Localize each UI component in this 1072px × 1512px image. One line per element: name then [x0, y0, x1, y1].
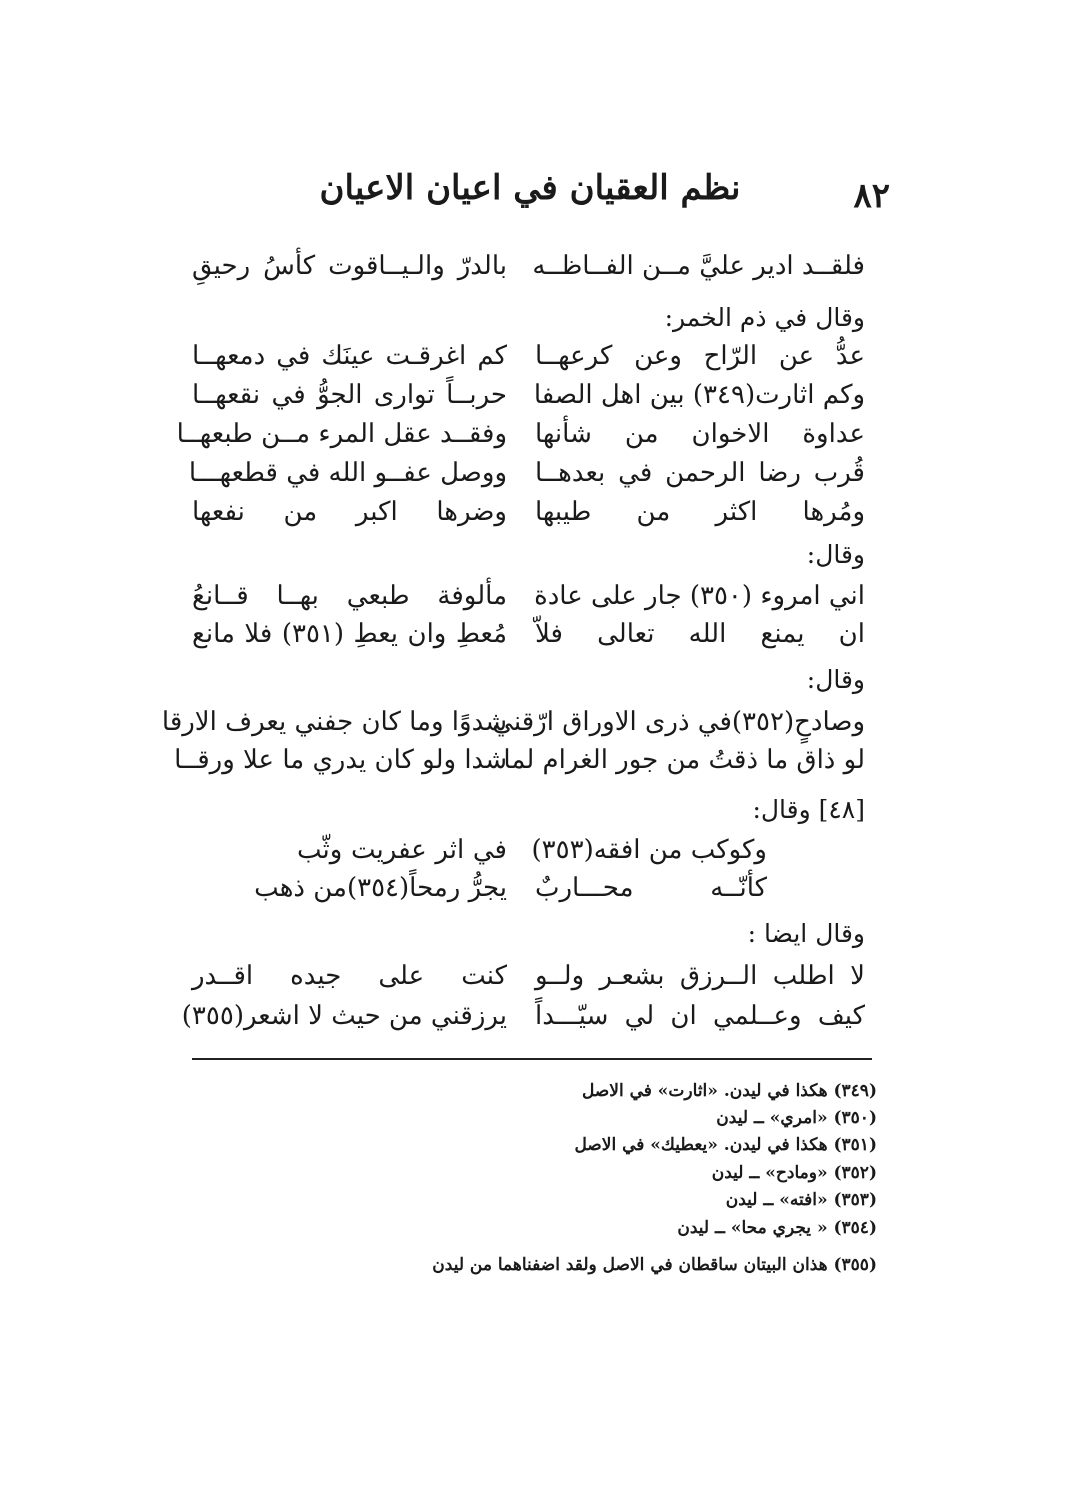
verse-hemistich-left: وفقــد عقل المرء مــن طبعهــا — [176, 419, 507, 449]
footnote: (٣٥٢) «ومادح» ــ ليدن — [711, 1163, 877, 1183]
footnote: (٣٥٥) هذان البيتان ساقطان في الاصل ولقد اضفناهما من ليدن — [432, 1255, 877, 1275]
running-title: نظم العقيان في اعيان الاعيان — [319, 168, 741, 208]
footnote: (٣٤٩) هكذا في ليدن. «اثارت» في الاصل — [581, 1081, 877, 1101]
verse-hemistich-left: وضرها اكبر من نفعها — [192, 497, 507, 527]
page-number: ٨٢ — [853, 176, 890, 216]
verse-hemistich-right: لو ذاق ما ذقتُ من جور الغرام لما — [503, 745, 865, 775]
verse-hemistich-left: مُعطِ وان يعطِ (٣٥١) فلا مانع — [192, 619, 508, 649]
verse-hemistich-left: مألوفة طبعي بهــا قــانعُ — [192, 581, 507, 611]
footnote: (٣٥١) هكذا في ليدن. «يعطيك» في الاصل — [574, 1135, 877, 1155]
footnote: (٣٥٣) «افته» ــ ليدن — [725, 1190, 877, 1210]
verse-hemistich-right: وكوكب من افقه(٣٥٣) — [531, 835, 767, 865]
verse-hemistich-right: ومُرها اكثر من طيبها — [535, 497, 865, 527]
verse-hemistich-right: كأنّــه محـــاربٌ — [535, 873, 767, 903]
poem-heading: وقال في ذم الخمر: — [664, 303, 865, 332]
footnote: (٣٥٤) « يجري محا» ــ ليدن — [677, 1218, 877, 1238]
verse-hemistich-right: عدُّ عن الرّاح وعن كرعهــا — [535, 341, 865, 371]
verse-hemistich-right: لا اطلب الــرزق بشعـر ولــو — [535, 961, 865, 991]
verse-hemistich-left: كم اغرقـت عينَك في دمعهــا — [192, 341, 507, 371]
verse-hemistich-right: وكم اثارت(٣٤٩) بين اهل الصفا — [533, 380, 865, 410]
page-header — [170, 168, 890, 228]
verse-hemistich-left: يرزقني من حيث لا اشعر(٣٥٥) — [181, 1001, 507, 1031]
verse-hemistich-right: اني امروء (٣٥٠) جار على عادة — [534, 581, 865, 611]
verse-hemistich-left: في اثر عفريت وثّب — [297, 835, 507, 865]
verse-hemistich-right: عداوة الاخوان من شأنها — [535, 419, 865, 449]
verse-hemistich-right: فلقــد ادير عليَّ مــن الفــاظــه — [532, 251, 865, 281]
verse-hemistich-left: كنت على جيده اقــدر — [192, 961, 507, 991]
footnote-divider — [192, 1058, 872, 1060]
verse-hemistich-right: وصادحٍ(٣٥٢)في ذرى الاوراق ارّقني — [492, 707, 865, 737]
verse-hemistich-left: بالدرّ والـيــاقوت كأسُ رحيقِ — [192, 251, 507, 281]
poem-heading: وقال: — [806, 665, 865, 694]
verse-hemistich-left: حربــاً توارى الجوُّ في نقعهــا — [192, 380, 507, 410]
footnote: (٣٥٠) «امري» ــ ليدن — [716, 1108, 877, 1128]
verse-hemistich-left: يجرُّ رمحاً(٣٥٤)من ذهب — [254, 873, 507, 903]
poem-heading: وقال: — [806, 540, 865, 569]
verse-hemistich-right: قُرب رضا الرحمن في بعدهــا — [535, 458, 865, 488]
poem-heading: وقال ايضا : — [747, 919, 865, 948]
verse-hemistich-right: كيف وعــلمي ان لي سيّـــداً — [535, 1001, 865, 1031]
verse-hemistich-right: ان يمنع الله تعالى فلاّ — [535, 619, 865, 649]
verse-hemistich-left: شدوًا وما كان جفني يعرف الارقا — [161, 707, 507, 737]
verse-hemistich-left: ووصل عفــو الله في قطعهـــا — [188, 458, 507, 488]
poem-heading: [٤٨] وقال: — [752, 795, 865, 824]
verse-hemistich-left: شدا ولو كان يدري ما علا ورقــا — [174, 745, 507, 775]
